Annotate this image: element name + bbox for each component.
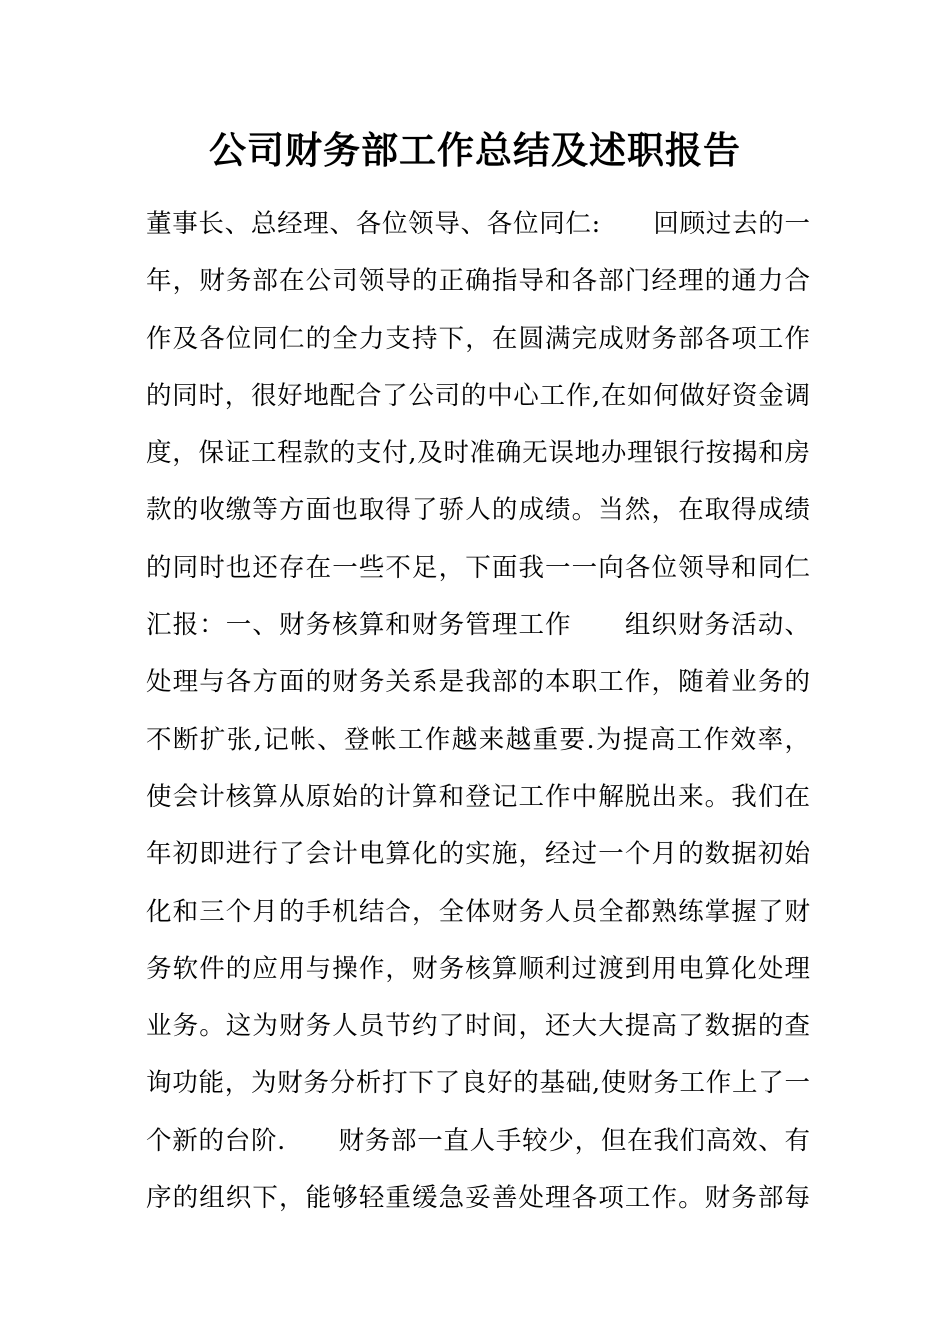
- body-line: 款的收缴等方面也取得了骄人的成绩。当然，在取得成绩: [146, 495, 810, 526]
- body-line: 年，财务部在公司领导的正确指导和各部门经理的通力合: [146, 266, 810, 297]
- body-line: 序的组织下，能够轻重缓急妥善处理各项工作。财务部每: [146, 1183, 810, 1214]
- body-line: 的同时也还存在一些不足，下面我一一向各位领导和同仁: [146, 552, 810, 583]
- body-line: 询功能，为财务分析打下了良好的基础,使财务工作上了一: [146, 1068, 810, 1099]
- body-line: 业务。这为财务人员节约了时间，还大大提高了数据的查: [146, 1011, 810, 1042]
- body-line: 年初即进行了会计电算化的实施，经过一个月的数据初始: [146, 839, 810, 870]
- document-body: [146, 196, 810, 1227]
- body-line: 务软件的应用与操作，财务核算顺利过渡到用电算化处理: [146, 953, 810, 984]
- body-line: 不断扩张,记帐、登帐工作越来越重要.为提高工作效率，: [146, 724, 810, 755]
- body-line: 董事长、总经理、各位领导、各位同仁: 回顾过去的一: [146, 209, 810, 239]
- body-line: 汇报：一、财务核算和财务管理工作 组织财务活动、: [146, 610, 810, 641]
- body-line: 的同时，很好地配合了公司的中心工作,在如何做好资金调: [146, 380, 810, 411]
- body-line: 作及各位同仁的全力支持下，在圆满完成财务部各项工作: [146, 323, 810, 354]
- body-line: 度，保证工程款的支付,及时准确无误地办理银行按揭和房: [146, 438, 810, 469]
- body-line: 使会计核算从原始的计算和登记工作中解脱出来。我们在: [146, 781, 810, 812]
- document-title: 公司财务部工作总结及述职报告: [209, 128, 741, 172]
- body-line: 处理与各方面的财务关系是我部的本职工作，随着业务的: [146, 667, 810, 698]
- body-line: 个新的台阶. 财务部一直人手较少，但在我们高效、有: [146, 1125, 810, 1156]
- body-line: 化和三个月的手机结合，全体财务人员全都熟练掌握了财: [146, 896, 810, 927]
